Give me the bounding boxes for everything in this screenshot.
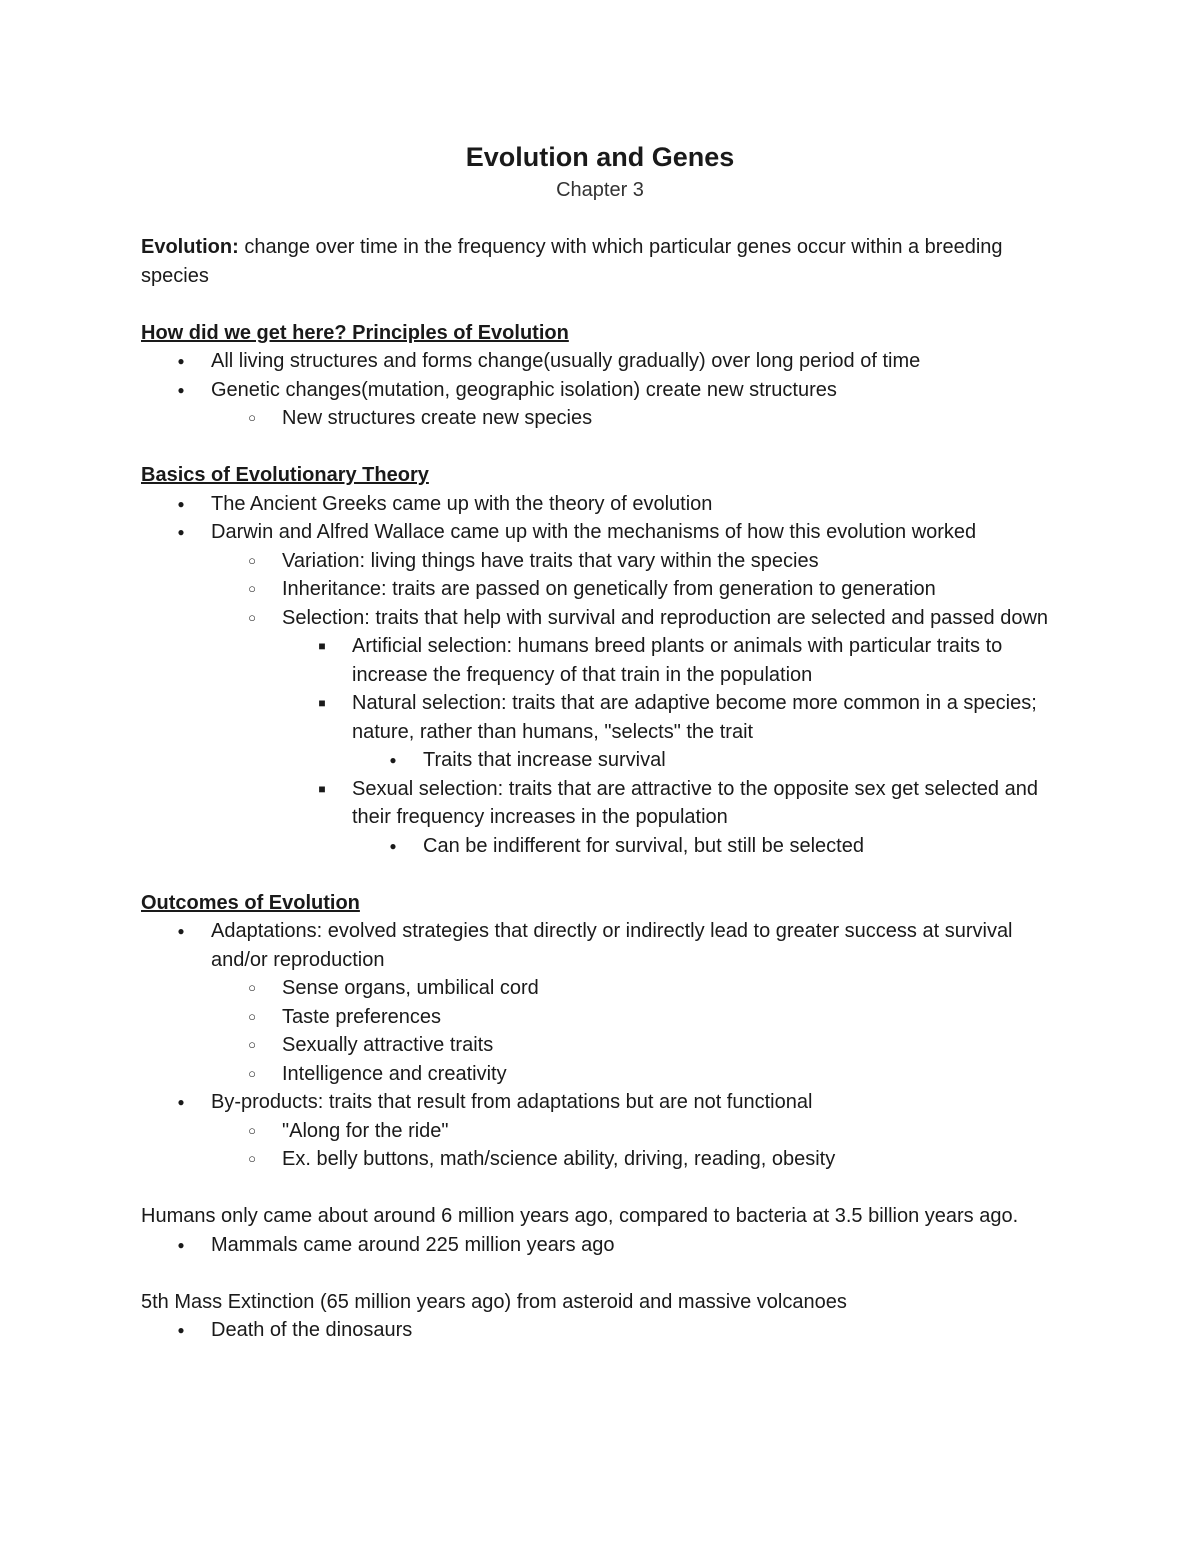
- page-title: Evolution and Genes: [465, 142, 735, 172]
- list-item: ○ Variation: living things have traits that vary within the species: [141, 547, 1061, 576]
- hollow-bullet-icon: [242, 575, 262, 604]
- hollow-bullet-icon: [242, 1117, 262, 1146]
- page-subtitle: Chapter 3: [556, 179, 644, 201]
- hollow-bullet-icon: [242, 1060, 262, 1089]
- list-item: ○ Intelligence and creativity: [141, 1060, 1061, 1089]
- hollow-bullet-icon: [242, 1145, 262, 1174]
- bullet-icon: [171, 376, 191, 405]
- hollow-bullet-icon: [242, 974, 262, 1003]
- hollow-bullet-icon: [242, 1031, 262, 1060]
- hollow-bullet-icon: [242, 547, 262, 576]
- humans-list: [141, 1231, 1061, 1260]
- list-item: ● Darwin and Alfred Wallace came up with the mechanisms of how this evolution worked: [141, 518, 1061, 547]
- section-heading-principles: How did we get here? Principles of Evolution: [141, 321, 569, 344]
- extinction-paragraph: 5th Mass Extinction (65 million years ago) from asteroid and massive volcanoes: [141, 1290, 847, 1313]
- list-item: ● Death of the dinosaurs: [141, 1316, 1061, 1345]
- list-item: ○ "Along for the ride": [141, 1117, 1061, 1146]
- section-heading-outcomes: Outcomes of Evolution: [141, 891, 360, 914]
- list-item: ○ Sense organs, umbilical cord: [141, 974, 1061, 1003]
- basics-list: [141, 490, 1061, 861]
- square-bullet-icon: [312, 775, 332, 804]
- principles-list: [141, 347, 1061, 433]
- list-item: ● Genetic changes(mutation, geographic isolation) create new structures: [141, 376, 1061, 405]
- definition-paragraph: [141, 233, 1061, 290]
- bullet-icon: [383, 832, 403, 861]
- hollow-bullet-icon: [242, 404, 262, 433]
- list-item: ■ Natural selection: traits that are adaptive become more common in a species; nature, rather than humans, "selects" the trait: [141, 689, 1061, 746]
- list-item: ● By-products: traits that result from adaptations but are not functional: [141, 1088, 1061, 1117]
- list-item: ○ New structures create new species: [141, 404, 1061, 433]
- hollow-bullet-icon: [242, 1003, 262, 1032]
- humans-paragraph: Humans only came about around 6 million years ago, compared to bacteria at 3.5 billion years ago.: [141, 1205, 1019, 1227]
- bullet-icon: [171, 518, 191, 547]
- list-item: ● Adaptations: evolved strategies that directly or indirectly lead to greater success at survival and/or reproduction: [141, 917, 1061, 974]
- list-item: ● Can be indifferent for survival, but still be selected: [141, 832, 1061, 861]
- outcomes-list: [141, 917, 1061, 1174]
- list-item: ○ Inheritance: traits are passed on genetically from generation to generation: [141, 575, 1061, 604]
- bullet-icon: [383, 746, 403, 775]
- list-item: ● All living structures and forms change(usually gradually) over long period of time: [141, 347, 1061, 376]
- list-item: ■ Artificial selection: humans breed plants or animals with particular traits to increase the frequency of that train in the population: [141, 632, 1061, 689]
- list-item: ○ Selection: traits that help with survival and reproduction are selected and passed down: [141, 604, 1061, 633]
- bullet-icon: [171, 1088, 191, 1117]
- definition-term: Evolution:: [141, 236, 239, 258]
- list-item: ● The Ancient Greeks came up with the theory of evolution: [141, 490, 1061, 519]
- list-item: ○ Ex. belly buttons, math/science ability, driving, reading, obesity: [141, 1145, 1061, 1174]
- square-bullet-icon: [312, 632, 332, 661]
- bullet-icon: [171, 917, 191, 946]
- list-item: ■ Sexual selection: traits that are attractive to the opposite sex get selected and their frequency increases in the population: [141, 775, 1061, 832]
- list-item: ● Mammals came around 225 million years ago: [141, 1231, 1061, 1260]
- bullet-icon: [171, 490, 191, 519]
- document-body: [141, 233, 1061, 1345]
- list-item: ○ Taste preferences: [141, 1003, 1061, 1032]
- list-item: ● Traits that increase survival: [141, 746, 1061, 775]
- definition-text: change over time in the frequency with which particular genes occur within a breeding species: [141, 236, 1003, 287]
- bullet-icon: [171, 347, 191, 376]
- bullet-icon: [171, 1231, 191, 1260]
- square-bullet-icon: [312, 689, 332, 718]
- extinction-list: [141, 1316, 1061, 1345]
- section-heading-basics: Basics of Evolutionary Theory: [141, 464, 429, 486]
- hollow-bullet-icon: [242, 604, 262, 633]
- list-item: ○ Sexually attractive traits: [141, 1031, 1061, 1060]
- bullet-icon: [171, 1316, 191, 1345]
